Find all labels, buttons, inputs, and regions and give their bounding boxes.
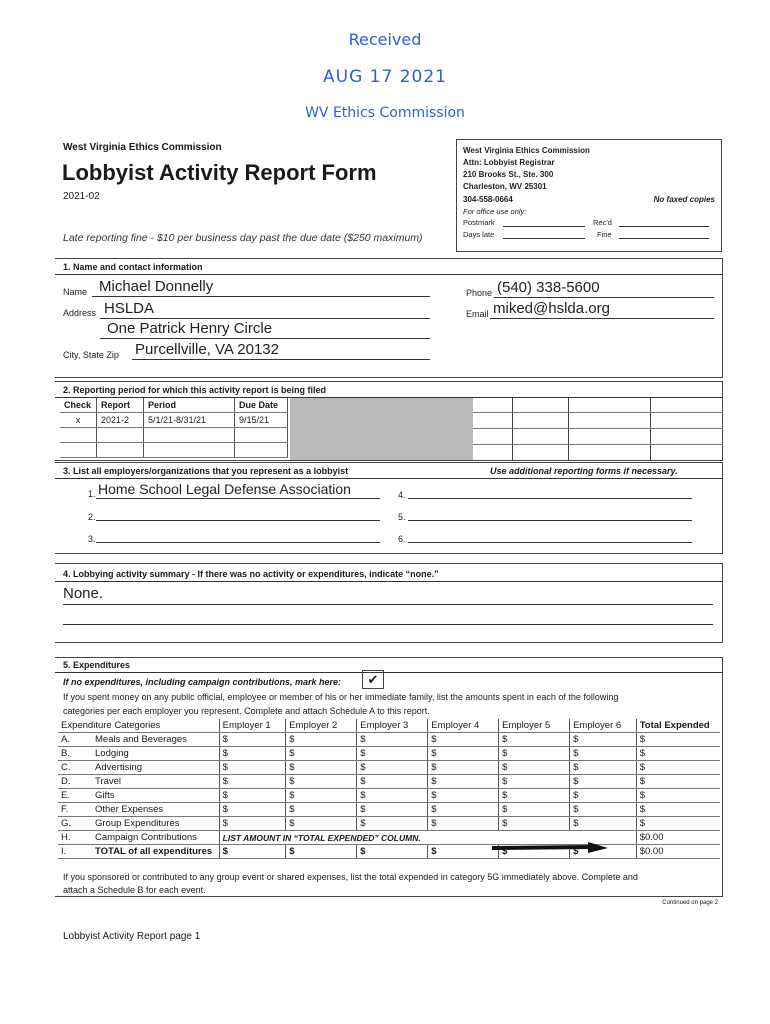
expenditure-header-7: Total Expended <box>636 719 720 733</box>
expenditure-instructions-2: categories per each employer you represent. Complete and attach Schedule A to this report. <box>63 706 430 716</box>
expenditure-category <box>58 733 219 747</box>
mail-line2: Attn: Lobbyist Registrar <box>463 158 555 167</box>
expenditure-category <box>58 817 219 831</box>
period-report: 2021-2 <box>97 413 144 428</box>
expenditure-category <box>58 845 219 859</box>
employer-num-2: 2. <box>88 512 96 522</box>
amount-cell[interactable]: $ <box>219 775 286 789</box>
expenditure-header-5: Employer 5 <box>499 719 570 733</box>
amount-cell[interactable]: $ <box>428 747 499 761</box>
section-2-heading: 2. Reporting period for which this activity report is being filed <box>63 385 327 395</box>
phone-value[interactable]: (540) 338-5600 <box>497 279 600 296</box>
amount-cell[interactable]: $ <box>219 803 286 817</box>
amount-cell[interactable]: $ <box>499 789 570 803</box>
category-letter: A. <box>61 734 70 745</box>
category-name: Gifts <box>95 790 115 801</box>
category-name: TOTAL of all expenditures <box>95 846 213 857</box>
arrow-right-icon <box>490 842 610 854</box>
stamp-agency: WV Ethics Commission <box>305 105 465 121</box>
category-letter: H. <box>61 832 71 843</box>
amount-cell[interactable]: $ <box>636 789 720 803</box>
category-letter: F. <box>61 804 69 815</box>
amount-cell[interactable]: $ <box>636 747 720 761</box>
form-code: 2021-02 <box>63 191 100 202</box>
section-5-heading: 5. Expenditures <box>63 660 131 670</box>
email-value[interactable]: miked@hslda.org <box>493 300 610 317</box>
employer-num-4: 4. <box>398 490 406 500</box>
redacted-area <box>290 398 473 460</box>
phone-label: Phone <box>466 288 493 298</box>
period-header-report: Report <box>97 398 144 413</box>
amount-cell[interactable]: $ <box>357 803 428 817</box>
amount-cell[interactable]: $ <box>499 747 570 761</box>
amount-cell[interactable]: $ <box>428 761 499 775</box>
amount-cell[interactable]: $ <box>219 817 286 831</box>
expenditure-category <box>58 803 219 817</box>
mail-line3: 210 Brooks St., Ste. 300 <box>463 170 554 179</box>
amount-cell[interactable]: $ <box>357 789 428 803</box>
postmark-label: Postmark <box>463 218 495 227</box>
amount-cell[interactable]: $ <box>357 747 428 761</box>
amount-cell[interactable]: $ <box>428 789 499 803</box>
days-late-label: Days late <box>463 230 495 239</box>
mailing-address-box <box>456 139 722 252</box>
address-line2[interactable]: One Patrick Henry Circle <box>107 320 273 337</box>
address-line1[interactable]: HSLDA <box>104 300 155 317</box>
section-3-note: Use additional reporting forms if necessary. <box>490 466 678 476</box>
city-label: City, State Zip <box>63 350 119 360</box>
category-letter: G. <box>61 818 72 829</box>
amount-cell: $ <box>428 845 499 859</box>
mail-phone: 304-558-0664 <box>463 195 513 204</box>
period-range: 5/1/21-8/31/21 <box>144 413 235 428</box>
header-org: West Virginia Ethics Commission <box>63 142 222 153</box>
received-stamp <box>300 30 470 121</box>
expenditure-category <box>58 761 219 775</box>
no-expenditures-label: If no expenditures, including campaign contributions, mark here: <box>63 677 342 687</box>
city-value[interactable]: Purcellville, VA 20132 <box>135 341 279 358</box>
category-name: Group Expenditures <box>95 818 180 829</box>
amount-cell[interactable]: $ <box>286 733 357 747</box>
campaign-contributions-note: LIST AMOUNT IN “TOTAL EXPENDED” COLUMN. <box>219 831 636 845</box>
amount-cell[interactable]: $ <box>357 761 428 775</box>
expenditure-header-6: Employer 6 <box>570 719 637 733</box>
recd-label: Rec'd <box>593 218 612 227</box>
amount-cell[interactable]: $ <box>636 733 720 747</box>
amount-cell[interactable]: $ <box>428 733 499 747</box>
period-header-check: Check <box>60 398 97 413</box>
mail-line4: Charleston, WV 25301 <box>463 182 547 191</box>
table-row <box>58 747 720 761</box>
continued-note: Continued on page 2 <box>662 900 718 906</box>
category-name: Lodging <box>95 748 129 759</box>
amount-cell[interactable]: $ <box>286 747 357 761</box>
amount-cell[interactable]: $ <box>636 761 720 775</box>
table-row <box>58 789 720 803</box>
period-table <box>60 398 288 458</box>
amount-cell[interactable]: $ <box>219 733 286 747</box>
expenditure-header-3: Employer 3 <box>357 719 428 733</box>
employer-num-5: 5. <box>398 512 406 522</box>
campaign-total: $0.00 <box>636 831 720 845</box>
name-value[interactable]: Michael Donnelly <box>99 278 214 295</box>
name-label: Name <box>63 287 88 297</box>
activity-summary-value[interactable]: None. <box>63 585 104 602</box>
expenditure-instructions-1: If you spent money on any public official, employee or member of his or her immediate family, list the amounts spent in each of the following <box>63 692 619 702</box>
table-row <box>58 831 720 845</box>
employer-num-6: 6. <box>398 534 406 544</box>
amount-cell[interactable]: $ <box>499 803 570 817</box>
amount-cell[interactable]: $ <box>357 817 428 831</box>
amount-cell[interactable]: $ <box>428 775 499 789</box>
amount-cell: $ <box>286 845 357 859</box>
amount-cell[interactable]: $ <box>219 747 286 761</box>
period-due-date: 9/15/21 <box>235 413 288 428</box>
category-letter: B. <box>61 748 70 759</box>
amount-cell[interactable]: $ <box>499 733 570 747</box>
no-expenditures-checkbox[interactable] <box>362 670 384 689</box>
page-title: Lobbyist Activity Report Form <box>62 160 377 185</box>
section-5-footer-2: attach a Schedule B for each event. <box>63 885 206 895</box>
amount-cell[interactable]: $ <box>428 817 499 831</box>
amount-cell[interactable]: $ <box>219 761 286 775</box>
expenditure-header-1: Employer 1 <box>219 719 286 733</box>
employer-1-value[interactable]: Home School Legal Defense Association <box>98 481 351 497</box>
amount-cell[interactable]: $ <box>499 775 570 789</box>
amount-cell[interactable]: $ <box>499 817 570 831</box>
amount-cell: $ <box>357 845 428 859</box>
amount-cell[interactable]: $ <box>286 817 357 831</box>
category-letter: C. <box>61 762 71 773</box>
category-letter: I. <box>61 846 67 857</box>
expenditure-header-2: Employer 2 <box>286 719 357 733</box>
amount-cell[interactable]: $ <box>570 789 637 803</box>
expenditure-category <box>58 789 219 803</box>
amount-cell[interactable]: $ <box>636 817 720 831</box>
amount-cell[interactable]: $ <box>286 775 357 789</box>
amount-cell[interactable]: $ <box>636 803 720 817</box>
amount-cell[interactable]: $ <box>428 803 499 817</box>
email-label: Email <box>466 309 489 319</box>
section-4-heading: 4. Lobbying activity summary - If there was no activity or expenditures, indicate “none.” <box>63 569 439 579</box>
expenditure-header-4: Employer 4 <box>428 719 499 733</box>
amount-cell[interactable]: $ <box>286 803 357 817</box>
section-1-heading: 1. Name and contact information <box>63 262 203 272</box>
category-letter: D. <box>61 776 71 787</box>
expenditure-category <box>58 831 219 845</box>
amount-cell[interactable]: $ <box>636 775 720 789</box>
table-row <box>58 761 720 775</box>
amount-cell[interactable]: $ <box>499 761 570 775</box>
no-fax-note: No faxed copies <box>653 195 715 204</box>
office-use-label: For office use only: <box>463 207 527 216</box>
category-name: Other Expenses <box>95 804 164 815</box>
section-3-heading: 3. List all employers/organizations that you represent as a lobbyist <box>63 466 349 476</box>
amount-cell[interactable]: $ <box>570 747 637 761</box>
amount-cell[interactable]: $ <box>570 733 637 747</box>
category-name: Advertising <box>95 762 142 773</box>
period-check-mark[interactable]: x <box>60 413 97 428</box>
amount-cell: $ <box>570 845 637 859</box>
amount-cell[interactable]: $ <box>286 761 357 775</box>
section-5-footer-1: If you sponsored or contributed to any group event or shared expenses, list the total expended in category 5G immediately above. Complete and <box>63 872 638 882</box>
amount-cell[interactable]: $ <box>570 803 637 817</box>
table-row <box>58 817 720 831</box>
table-row <box>58 803 720 817</box>
category-name: Campaign Contributions <box>95 832 197 843</box>
category-name: Travel <box>95 776 122 787</box>
table-row <box>58 733 720 747</box>
fine-label: Fine <box>597 230 612 239</box>
amount-cell: $ <box>219 845 286 859</box>
amount-cell[interactable]: $ <box>570 761 637 775</box>
expenditure-table <box>58 719 720 859</box>
grand-total: $0.00 <box>636 845 720 859</box>
category-name: Meals and Beverages <box>95 734 187 745</box>
late-fine-note: Late reporting fine - $10 per business day past the due date ($250 maximum) <box>63 232 423 244</box>
period-header-period: Period <box>144 398 235 413</box>
amount-cell[interactable]: $ <box>219 789 286 803</box>
page-footer: Lobbyist Activity Report page 1 <box>63 931 201 942</box>
expenditure-header-0: Expenditure Categories <box>58 719 219 733</box>
amount-cell[interactable]: $ <box>570 775 637 789</box>
period-header-due: Due Date <box>235 398 288 413</box>
employer-num-1: 1. <box>88 489 96 499</box>
category-letter: E. <box>61 790 70 801</box>
amount-cell[interactable]: $ <box>357 733 428 747</box>
stamp-received: Received <box>348 30 422 49</box>
stamp-date: AUG 17 2021 <box>323 67 447 87</box>
employer-num-3: 3. <box>88 534 96 544</box>
mail-line1: West Virginia Ethics Commission <box>463 146 590 155</box>
address-label: Address <box>63 308 97 318</box>
amount-cell: $ <box>499 845 570 859</box>
amount-cell[interactable]: $ <box>286 789 357 803</box>
expenditure-category <box>58 747 219 761</box>
table-row <box>58 775 720 789</box>
amount-cell[interactable]: $ <box>357 775 428 789</box>
amount-cell[interactable]: $ <box>570 817 637 831</box>
checkmark-icon: ✔ <box>367 672 379 687</box>
expenditure-category <box>58 775 219 789</box>
table-row <box>58 845 720 859</box>
